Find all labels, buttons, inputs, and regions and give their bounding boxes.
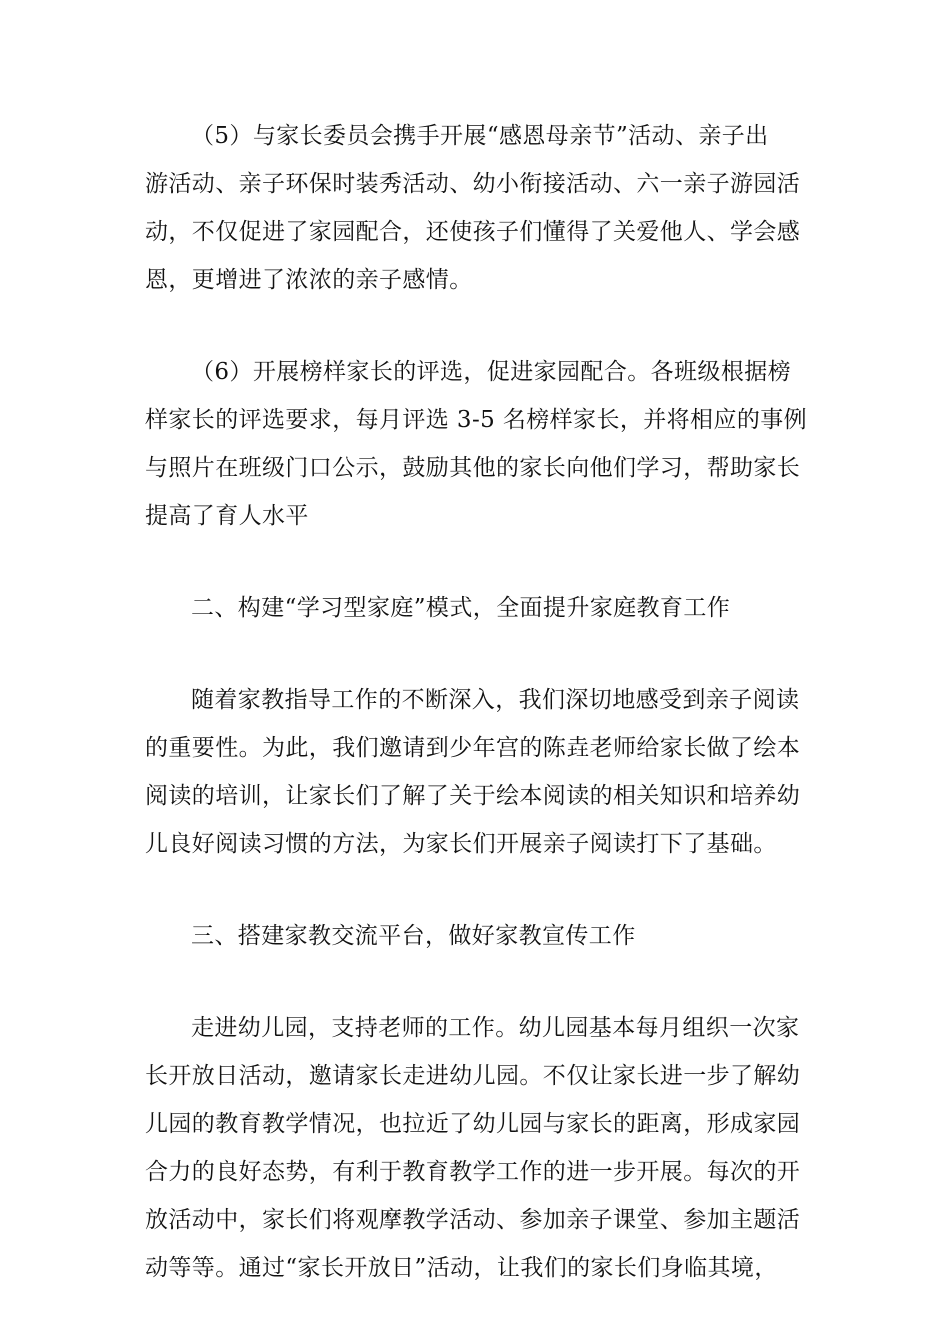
section-heading-text: 三、搭建家教交流平台，做好家教宣传工作 <box>191 923 636 949</box>
text-line: 儿园的教育教学情况，也拉近了幼儿园与家长的距离，形成家园 <box>145 1111 801 1137</box>
text-line: （6）开展榜样家长的评选，促进家园配合。各班级根据榜 <box>191 359 792 385</box>
text-line: 样家长的评选要求，每月评选 3-5 名榜样家长，并将相应的事例 <box>145 407 808 433</box>
text-line: 阅读的培训，让家长们了解了关于绘本阅读的相关知识和培养幼 <box>145 783 801 809</box>
paragraph-gap <box>145 868 810 912</box>
text-line: 合力的良好态势，有利于教育教学工作的进一步开展。每次的开 <box>145 1159 801 1185</box>
section-heading-text: 二、构建“学习型家庭”模式，全面提升家庭教育工作 <box>191 595 731 621</box>
text-line: 动，不仅促进了家园配合，还使孩子们懂得了关爱他人、学会感 <box>145 219 801 245</box>
text-line: 儿良好阅读习惯的方法，为家长们开展亲子阅读打下了基础。 <box>145 831 777 857</box>
paragraph-open-day <box>145 1004 810 1292</box>
text-line: 恩，更增进了浓浓的亲子感情。 <box>145 267 473 293</box>
section-heading-3 <box>145 912 810 960</box>
paragraph-gap <box>145 960 810 1004</box>
paragraph-gap <box>145 540 810 584</box>
paragraph-reading <box>145 676 810 868</box>
paragraph-gap <box>145 632 810 676</box>
text-line: 走进幼儿园，支持老师的工作。幼儿园基本每月组织一次家 <box>191 1015 800 1041</box>
text-line: 长开放日活动，邀请家长走进幼儿园。不仅让家长进一步了解幼 <box>145 1063 801 1089</box>
text-line: （5）与家长委员会携手开展“感恩母亲节”活动、亲子出 <box>191 123 769 149</box>
paragraph-item-5 <box>145 112 810 304</box>
text-line: 提高了育人水平 <box>145 503 309 529</box>
text-line: 动等等。通过“家长开放日”活动，让我们的家长们身临其境， <box>145 1255 778 1281</box>
text-line: 放活动中，家长们将观摩教学活动、参加亲子课堂、参加主题活 <box>145 1207 801 1233</box>
document-page <box>145 112 810 1292</box>
text-line: 游活动、亲子环保时装秀活动、幼小衔接活动、六一亲子游园活 <box>145 171 801 197</box>
text-line: 的重要性。为此，我们邀请到少年宫的陈垚老师给家长做了绘本 <box>145 735 801 761</box>
text-line: 与照片在班级门口公示，鼓励其他的家长向他们学习，帮助家长 <box>145 455 801 481</box>
text-line: 随着家教指导工作的不断深入，我们深切地感受到亲子阅读 <box>191 687 800 713</box>
paragraph-gap <box>145 304 810 348</box>
section-heading-2 <box>145 584 810 632</box>
paragraph-item-6 <box>145 348 810 540</box>
